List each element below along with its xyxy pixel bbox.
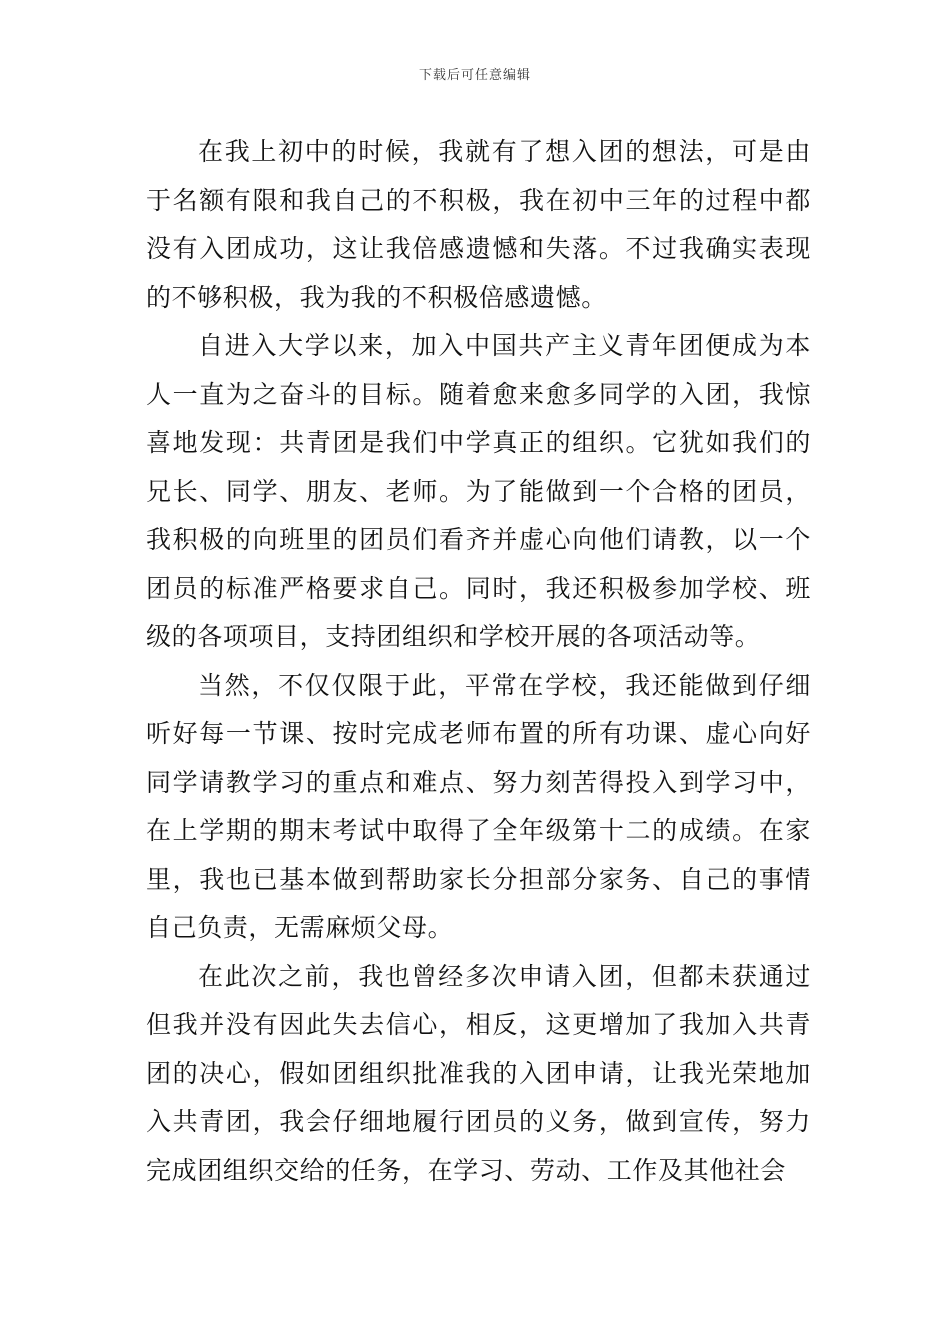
paragraph-3: 当然，不仅仅限于此，平常在学校，我还能做到仔细听好每一节课、按时完成老师布置的所有功课、虚心向好同学请教学习的重点和难点、努力刻苦得投入到学习中，在上学期的期末考试中取得了全年级第十二的成绩。在家里，我也已基本做到帮助家长分担部分家务、自己的事情自己负责，无需麻烦父母。 xyxy=(146,670,811,942)
paragraph-2: 自进入大学以来，加入中国共产主义青年团便成为本人一直为之奋斗的目标。随着愈来愈多同学的入团，我惊喜地发现：共青团是我们中学真正的组织。它犹如我们的兄长、同学、朋友、老师。为了能做到一个合格的团员，我积极的向班里的团员们看齐并虚心向他们请教，以一个团员的标准严格要求自己。同时，我还积极参加学校、班级的各项项目，支持团组织和学校开展的各项活动等。 xyxy=(146,331,811,651)
paragraph-1: 在我上初中的时候，我就有了想入团的想法，可是由于名额有限和我自己的不积极，我在初中三年的过程中都没有入团成功，这让我倍感遗憾和失落。不过我确实表现的不够积极，我为我的不积极倍感遗憾。 xyxy=(146,137,811,312)
header-note: 下载后可任意编辑 xyxy=(418,68,531,83)
document-body xyxy=(146,128,811,1195)
paragraph-4: 在此次之前，我也曾经多次申请入团，但都未获通过但我并没有因此失去信心，相反，这更增加了我加入共青团的决心，假如团组织批准我的入团申请，让我光荣地加入共青团，我会仔细地履行团员的义务，做到宣传，努力完成团组织交给的任务，在学习、劳动、工作及其他社会 xyxy=(146,961,811,1185)
